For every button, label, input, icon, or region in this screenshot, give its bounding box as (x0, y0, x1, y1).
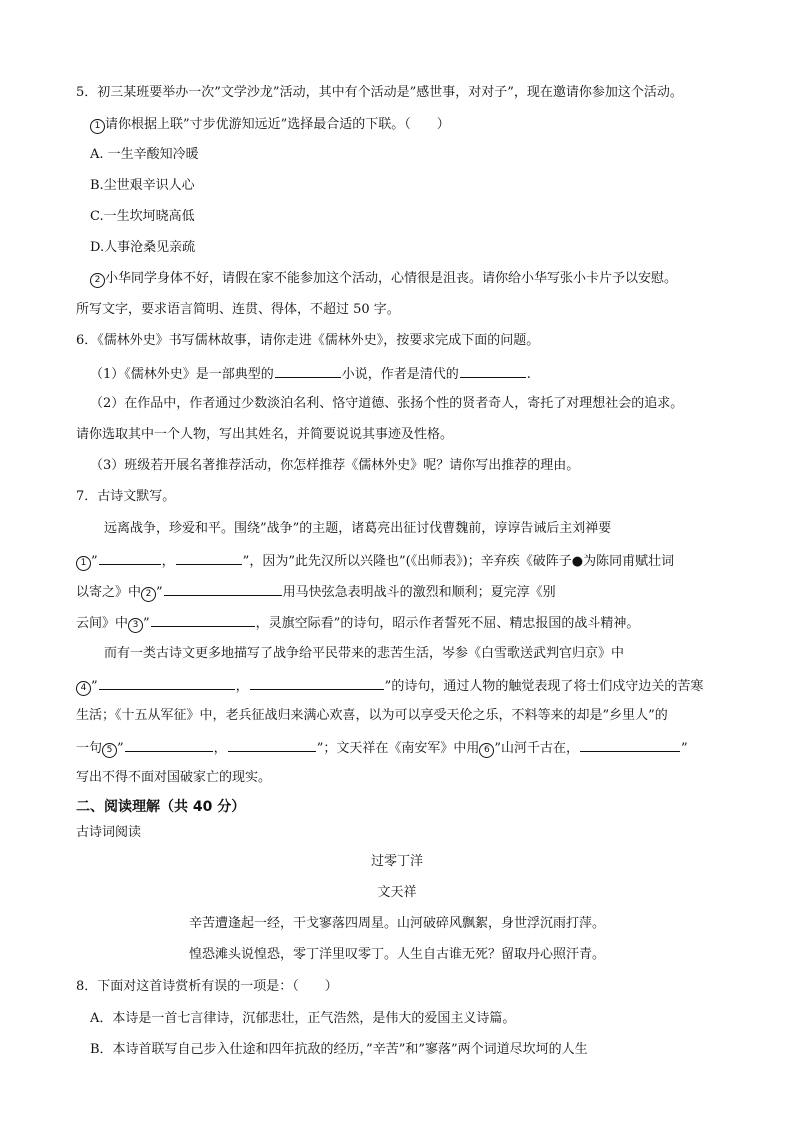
answer-blank[interactable] (176, 551, 242, 565)
q7-line7: 生活；《十五从军征》中，老兵征战归来满心欢喜，以为可以享受天伦之乐，不料等来的却是”乡里人”的 (76, 708, 668, 723)
poem-line-1: 辛苦遭逢起一经，干戈寥落四周星。山河破碎风飘絮，身世浮沉雨打萍。 (188, 916, 605, 931)
q5-option-a: A. 一生辛酸知冷暖 (90, 147, 199, 162)
q5-sub2 (90, 270, 677, 288)
q7-line8-text-d: ”；文天祥在《南安军》中用 (316, 741, 480, 756)
q7-line6-text-a: ” (91, 679, 98, 694)
section-subheading: 古诗词阅读 (76, 825, 142, 840)
answer-blank[interactable] (228, 738, 316, 752)
q7-line3-text-c: 用马快弦急表明战斗的激烈和顺利；夏完淳《别 (282, 585, 556, 600)
section-heading: 二、阅读理解（共 40 分） (76, 799, 246, 815)
answer-blank[interactable] (580, 738, 680, 752)
q7-line4-text-b: ” (143, 616, 150, 631)
circled-number-2: 2 (141, 587, 156, 602)
q6-part2-line1: （2）在作品中，作者通过少数淡泊名利、恪守道德、张扬个性的贤者奇人，寄托了对理想社会的追求。 (90, 396, 684, 411)
q7-line6-text-c: ”的诗句，通过人物的触觉表现了将士们戍守边关的苦寒 (384, 679, 704, 694)
q7-line2-text-c: ”，因为”此先汉所以兴隆也”(《出师表》)；辛弃疾《破阵子●为陈同甫赋壮词 (242, 554, 675, 569)
q8-option-a: A．本诗是一首七言律诗，沉郁悲壮，正气浩然，是伟大的爱国主义诗篇。 (90, 1011, 516, 1026)
q7-line5: 而有一类古诗文更多地描写了战争给平民带来的悲苦生活，岑参《白雪歌送武判官归京》中 (104, 646, 625, 661)
q7-line8 (76, 738, 688, 758)
answer-blank[interactable] (125, 738, 213, 752)
answer-blank[interactable] (275, 364, 341, 378)
q6-part1-text-c: . (526, 367, 531, 382)
q5-sub1 (90, 116, 450, 134)
q6-part2-line2: 请你选取其中一个人物，写出其姓名，并简要说说其事迹及性格。 (76, 427, 454, 442)
answer-blank[interactable] (99, 676, 235, 690)
q6-stem: 6．《儒林外史》书写儒林故事，请你走进《儒林外史》，按要求完成下面的问题。 (76, 333, 540, 348)
circled-number-2: 2 (90, 273, 105, 288)
answer-blank[interactable] (99, 551, 161, 565)
q7-line2-text-b: ， (161, 554, 175, 569)
q5-option-d: D.人事沧桑见亲疏 (90, 240, 196, 255)
poem-author: 文天祥 (377, 885, 417, 900)
q7-line8-text-b: ” (117, 741, 124, 756)
q5-stem: 5．初三某班要举办一次”文学沙龙”活动，其中有个活动是”感世事，对对子”，现在邀请你参加这个活动。 (76, 85, 683, 100)
q7-line3 (76, 582, 556, 602)
q7-line1: 远离战争，珍爱和平。围绕”战争”的主题，诸葛亮出征讨伐曹魏前，谆谆告诫后主刘禅要 (104, 521, 612, 536)
q7-line8-text-e: ”山河千古在， (494, 741, 579, 756)
q7-line4-text-a: 云间》中 (76, 616, 129, 631)
q8-option-b: B．本诗首联写自己步入仕途和四年抗敌的经历，”辛苦”和”寥落”两个词道尽坎坷的人生 (90, 1042, 588, 1057)
answer-blank[interactable] (151, 613, 255, 627)
q7-line8-text-c: ， (213, 741, 227, 756)
q7-line2 (76, 551, 674, 571)
q8-stem: 8．下面对这首诗赏析有误的一项是：（ ） (76, 979, 338, 994)
q5-sub2-line1: 小华同学身体不好，请假在家不能参加这个活动，心情很是沮丧。请你给小华写张小卡片予以安慰。 (105, 271, 678, 286)
q5-sub1-text: 请你根据上联”寸步优游知远近”选择最合适的下联。（ ） (105, 117, 450, 132)
q7-line4-text-c: ，灵旗空际看”的诗句，昭示作者誓死不屈、精忠报国的战斗精神。 (255, 616, 640, 631)
circled-number-4: 4 (76, 681, 91, 696)
circled-number-1: 1 (90, 119, 105, 134)
answer-blank[interactable] (250, 676, 384, 690)
answer-blank[interactable] (460, 364, 526, 378)
q7-stem: 7．古诗文默写。 (76, 489, 176, 504)
q7-line3-text-b: ” (156, 585, 163, 600)
circled-number-5: 5 (102, 743, 117, 758)
q7-line2-text-a: ” (91, 554, 98, 569)
circled-number-6: 6 (479, 743, 494, 758)
q6-part3: （3）班级若开展名著推荐活动，你怎样推荐《儒林外史》呢？请你写出推荐的理由。 (90, 458, 580, 473)
q7-line3-text-a: 以寄之》中 (76, 585, 142, 600)
q6-part1 (90, 364, 531, 384)
circled-number-1: 1 (76, 556, 91, 571)
poem-title: 过零丁洋 (370, 854, 423, 869)
poem-line-2: 惶恐滩头说惶恐，零丁洋里叹零丁。人生自古谁无死？留取丹心照汗青。 (188, 947, 605, 962)
answer-blank[interactable] (164, 582, 282, 596)
q6-part1-text-a: （1）《儒林外史》是一部典型的 (90, 367, 274, 382)
q7-line4 (76, 613, 639, 633)
q7-line6-text-b: ， (235, 679, 249, 694)
q5-option-b: B.尘世艰辛识人心 (90, 178, 195, 193)
q6-part1-text-b: 小说，作者是清代的 (341, 367, 459, 382)
q7-line9: 写出不得不面对国破家亡的现实。 (76, 770, 272, 785)
q7-line8-text-f: ” (681, 741, 688, 756)
q5-sub2-line2: 所写文字，要求语言简明、连贯、得体，不超过 50 字。 (76, 302, 400, 317)
q7-line6 (76, 676, 703, 696)
q7-line8-text-a: 一句 (76, 741, 103, 756)
circled-number-3: 3 (128, 618, 143, 633)
q5-option-c: C.一生坎坷晓高低 (90, 209, 195, 224)
